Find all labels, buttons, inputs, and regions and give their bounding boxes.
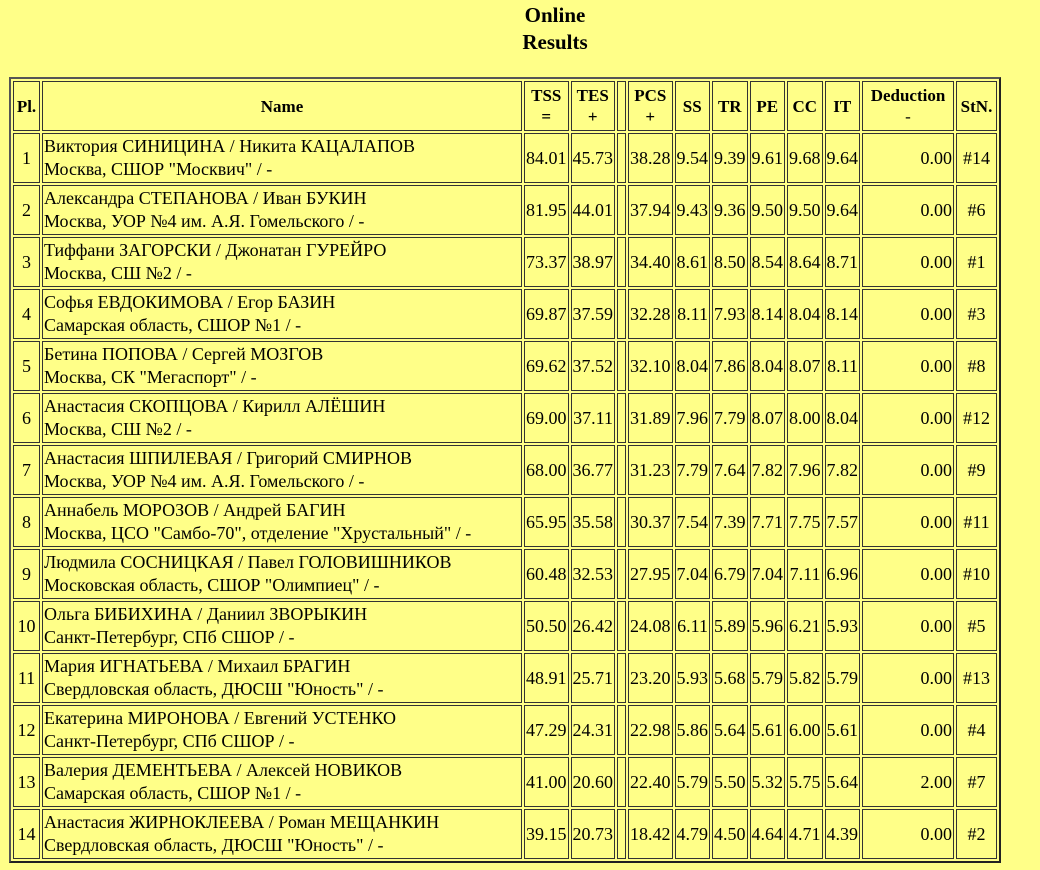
separator-cell: [617, 237, 626, 287]
tes-cell: 25.71: [571, 653, 616, 703]
pe-cell: 8.04: [750, 341, 786, 391]
pcs-cell: 34.40: [628, 237, 673, 287]
cc-cell: 6.21: [787, 601, 823, 651]
tr-cell: 7.64: [712, 445, 748, 495]
name-cell: [42, 289, 522, 339]
pe-cell: 7.82: [750, 445, 786, 495]
tes-cell: 20.60: [571, 757, 616, 807]
skater-club: Санкт-Петербург, СПб СШОР / -: [44, 627, 295, 647]
tes-cell: 26.42: [571, 601, 616, 651]
tss-cell: 47.29: [524, 705, 569, 755]
place-cell: 10: [13, 601, 40, 651]
header-pcs-sub: +: [645, 107, 656, 126]
header-tes-sub: +: [587, 107, 598, 126]
tss-cell: 68.00: [524, 445, 569, 495]
tr-cell: 6.79: [712, 549, 748, 599]
cc-cell: 7.96: [787, 445, 823, 495]
place-cell: 11: [13, 653, 40, 703]
skater-names: Александра СТЕПАНОВА / Иван БУКИН: [44, 188, 367, 208]
ss-cell: 9.43: [675, 185, 711, 235]
ss-cell: 7.04: [675, 549, 711, 599]
header-tss-sub: =: [541, 107, 552, 126]
start-number-cell: #7: [956, 757, 997, 807]
pe-cell: 9.50: [750, 185, 786, 235]
header-pcs-label: PCS: [634, 86, 667, 105]
name-cell: [42, 705, 522, 755]
name-cell: [42, 393, 522, 443]
tes-cell: 45.73: [571, 133, 616, 183]
header-tss-label: TSS: [531, 86, 562, 105]
pcs-cell: 37.94: [628, 185, 673, 235]
it-cell: 5.61: [825, 705, 861, 755]
start-number-cell: #13: [956, 653, 997, 703]
pcs-cell: 22.40: [628, 757, 673, 807]
cc-cell: 9.50: [787, 185, 823, 235]
name-cell: [42, 497, 522, 547]
cc-cell: 8.64: [787, 237, 823, 287]
it-cell: 6.96: [825, 549, 861, 599]
table-row: [13, 549, 997, 599]
tss-cell: 65.95: [524, 497, 569, 547]
tes-cell: 35.58: [571, 497, 616, 547]
header-tes: [571, 81, 616, 131]
skater-club: Москва, СШ №2 / -: [44, 419, 192, 439]
name-cell: [42, 185, 522, 235]
it-cell: 5.79: [825, 653, 861, 703]
separator-cell: [617, 445, 626, 495]
it-cell: 5.64: [825, 757, 861, 807]
header-cc: CC: [787, 81, 823, 131]
tes-cell: 36.77: [571, 445, 616, 495]
name-cell: [42, 133, 522, 183]
skater-club: Москва, УОР №4 им. А.Я. Гомельского / -: [44, 471, 365, 491]
name-cell: [42, 237, 522, 287]
deduction-cell: 0.00: [862, 601, 954, 651]
name-cell: [42, 757, 522, 807]
pcs-cell: 38.28: [628, 133, 673, 183]
separator-cell: [617, 497, 626, 547]
table-row: [13, 185, 997, 235]
it-cell: 4.39: [825, 809, 861, 859]
skater-names: Людмила СОСНИЦКАЯ / Павел ГОЛОВИШНИКОВ: [44, 552, 452, 572]
table-row: [13, 445, 997, 495]
tss-cell: 69.62: [524, 341, 569, 391]
skater-club: Московская область, СШОР "Олимпиец" / -: [44, 575, 380, 595]
tss-cell: 39.15: [524, 809, 569, 859]
tss-cell: 81.95: [524, 185, 569, 235]
skater-names: Анастасия ЖИРНОКЛЕЕВА / Роман МЕЩАНКИН: [44, 812, 440, 832]
tr-cell: 8.50: [712, 237, 748, 287]
tr-cell: 7.39: [712, 497, 748, 547]
place-cell: 13: [13, 757, 40, 807]
header-row: [13, 81, 997, 131]
pcs-cell: 30.37: [628, 497, 673, 547]
name-cell: [42, 601, 522, 651]
skater-club: Самарская область, СШОР №1 / -: [44, 315, 302, 335]
separator-cell: [617, 601, 626, 651]
deduction-cell: 0.00: [862, 549, 954, 599]
place-cell: 3: [13, 237, 40, 287]
pe-cell: 8.14: [750, 289, 786, 339]
pcs-cell: 31.23: [628, 445, 673, 495]
tes-cell: 24.31: [571, 705, 616, 755]
place-cell: 9: [13, 549, 40, 599]
tes-cell: 20.73: [571, 809, 616, 859]
ss-cell: 6.11: [675, 601, 711, 651]
it-cell: 7.57: [825, 497, 861, 547]
table-row: [13, 809, 997, 859]
deduction-cell: 0.00: [862, 289, 954, 339]
it-cell: 9.64: [825, 133, 861, 183]
skater-names: Бетина ПОПОВА / Сергей МОЗГОВ: [44, 344, 324, 364]
name-cell: [42, 445, 522, 495]
ss-cell: 5.86: [675, 705, 711, 755]
skater-club: Москва, СК "Мегаспорт" / -: [44, 367, 257, 387]
pe-cell: 5.79: [750, 653, 786, 703]
table-row: [13, 705, 997, 755]
tes-cell: 32.53: [571, 549, 616, 599]
it-cell: 8.11: [825, 341, 861, 391]
header-separator: [617, 81, 626, 131]
cc-cell: 7.75: [787, 497, 823, 547]
table-row: [13, 133, 997, 183]
skater-names: Валерия ДЕМЕНТЬЕВА / Алексей НОВИКОВ: [44, 760, 403, 780]
start-number-cell: #14: [956, 133, 997, 183]
tr-cell: 5.64: [712, 705, 748, 755]
deduction-cell: 0.00: [862, 237, 954, 287]
cc-cell: 5.82: [787, 653, 823, 703]
skater-names: Екатерина МИРОНОВА / Евгений УСТЕНКО: [44, 708, 397, 728]
tr-cell: 5.68: [712, 653, 748, 703]
deduction-cell: 0.00: [862, 133, 954, 183]
deduction-cell: 0.00: [862, 445, 954, 495]
pe-cell: 8.07: [750, 393, 786, 443]
tss-cell: 84.01: [524, 133, 569, 183]
name-cell: [42, 341, 522, 391]
cc-cell: 4.71: [787, 809, 823, 859]
deduction-cell: 0.00: [862, 653, 954, 703]
header-deduction-sub: -: [905, 107, 911, 126]
skater-names: Анастасия СКОПЦОВА / Кирилл АЛЁШИН: [44, 396, 386, 416]
results-body: [13, 133, 997, 859]
deduction-cell: 2.00: [862, 757, 954, 807]
tr-cell: 9.36: [712, 185, 748, 235]
it-cell: 5.93: [825, 601, 861, 651]
skater-names: Мария ИГНАТЬЕВА / Михаил БРАГИН: [44, 656, 351, 676]
skater-names: Тиффани ЗАГОРСКИ / Джонатан ГУРЕЙРО: [44, 240, 387, 260]
skater-club: Санкт-Петербург, СПб СШОР / -: [44, 731, 295, 751]
header-stn: StN.: [956, 81, 997, 131]
start-number-cell: #6: [956, 185, 997, 235]
tss-cell: 48.91: [524, 653, 569, 703]
place-cell: 7: [13, 445, 40, 495]
place-cell: 5: [13, 341, 40, 391]
skater-names: Софья ЕВДОКИМОВА / Егор БАЗИН: [44, 292, 336, 312]
place-cell: 4: [13, 289, 40, 339]
tss-cell: 60.48: [524, 549, 569, 599]
ss-cell: 8.04: [675, 341, 711, 391]
tss-cell: 50.50: [524, 601, 569, 651]
cc-cell: 5.75: [787, 757, 823, 807]
deduction-cell: 0.00: [862, 497, 954, 547]
cc-cell: 8.00: [787, 393, 823, 443]
page-title: [0, 2, 1040, 56]
it-cell: 8.04: [825, 393, 861, 443]
separator-cell: [617, 133, 626, 183]
ss-cell: 8.11: [675, 289, 711, 339]
pe-cell: 4.64: [750, 809, 786, 859]
table-row: [13, 289, 997, 339]
place-cell: 12: [13, 705, 40, 755]
skater-names: Анастасия ШПИЛЕВАЯ / Григорий СМИРНОВ: [44, 448, 412, 468]
tr-cell: 5.89: [712, 601, 748, 651]
ss-cell: 7.79: [675, 445, 711, 495]
skater-names: Аннабель МОРОЗОВ / Андрей БАГИН: [44, 500, 346, 520]
start-number-cell: #10: [956, 549, 997, 599]
header-deduction: [862, 81, 954, 131]
page-title-line1: Online: [524, 3, 586, 27]
ss-cell: 7.96: [675, 393, 711, 443]
cc-cell: 8.07: [787, 341, 823, 391]
it-cell: 7.82: [825, 445, 861, 495]
header-name: Name: [42, 81, 522, 131]
header-pcs: [628, 81, 673, 131]
header-tes-label: TES: [576, 86, 609, 105]
skater-club: Самарская область, СШОР №1 / -: [44, 783, 302, 803]
pe-cell: 7.71: [750, 497, 786, 547]
table-row: [13, 341, 997, 391]
pcs-cell: 22.98: [628, 705, 673, 755]
separator-cell: [617, 809, 626, 859]
deduction-cell: 0.00: [862, 809, 954, 859]
tr-cell: 5.50: [712, 757, 748, 807]
ss-cell: 5.93: [675, 653, 711, 703]
start-number-cell: #4: [956, 705, 997, 755]
start-number-cell: #1: [956, 237, 997, 287]
pe-cell: 7.04: [750, 549, 786, 599]
place-cell: 14: [13, 809, 40, 859]
it-cell: 9.64: [825, 185, 861, 235]
pe-cell: 9.61: [750, 133, 786, 183]
ss-cell: 5.79: [675, 757, 711, 807]
tr-cell: 9.39: [712, 133, 748, 183]
skater-club: Москва, ЦСО "Самбо-70", отделение "Хрустальный" / -: [44, 523, 472, 543]
skater-club: Свердловская область, ДЮСШ "Юность" / -: [44, 835, 384, 855]
pcs-cell: 32.28: [628, 289, 673, 339]
ss-cell: 9.54: [675, 133, 711, 183]
name-cell: [42, 549, 522, 599]
table-row: [13, 653, 997, 703]
pcs-cell: 27.95: [628, 549, 673, 599]
separator-cell: [617, 653, 626, 703]
pcs-cell: 32.10: [628, 341, 673, 391]
pe-cell: 5.32: [750, 757, 786, 807]
skater-club: Москва, УОР №4 им. А.Я. Гомельского / -: [44, 211, 365, 231]
separator-cell: [617, 549, 626, 599]
header-tss: [524, 81, 569, 131]
deduction-cell: 0.00: [862, 393, 954, 443]
separator-cell: [617, 757, 626, 807]
pcs-cell: 31.89: [628, 393, 673, 443]
tes-cell: 44.01: [571, 185, 616, 235]
page-title-line2: Results: [522, 30, 588, 54]
pe-cell: 5.96: [750, 601, 786, 651]
pe-cell: 8.54: [750, 237, 786, 287]
ss-cell: 8.61: [675, 237, 711, 287]
start-number-cell: #2: [956, 809, 997, 859]
header-tr: TR: [712, 81, 748, 131]
ss-cell: 7.54: [675, 497, 711, 547]
place-cell: 8: [13, 497, 40, 547]
header-ss: SS: [675, 81, 711, 131]
start-number-cell: #12: [956, 393, 997, 443]
tss-cell: 69.00: [524, 393, 569, 443]
header-pl: Pl.: [13, 81, 40, 131]
cc-cell: 8.04: [787, 289, 823, 339]
start-number-cell: #5: [956, 601, 997, 651]
skater-names: Виктория СИНИЦИНА / Никита КАЦАЛАПОВ: [44, 136, 415, 156]
tes-cell: 37.59: [571, 289, 616, 339]
separator-cell: [617, 393, 626, 443]
deduction-cell: 0.00: [862, 705, 954, 755]
deduction-cell: 0.00: [862, 185, 954, 235]
place-cell: 2: [13, 185, 40, 235]
cc-cell: 6.00: [787, 705, 823, 755]
separator-cell: [617, 705, 626, 755]
separator-cell: [617, 185, 626, 235]
tss-cell: 73.37: [524, 237, 569, 287]
header-it: IT: [825, 81, 861, 131]
separator-cell: [617, 341, 626, 391]
cc-cell: 9.68: [787, 133, 823, 183]
tr-cell: 7.79: [712, 393, 748, 443]
tss-cell: 69.87: [524, 289, 569, 339]
tes-cell: 38.97: [571, 237, 616, 287]
place-cell: 6: [13, 393, 40, 443]
pcs-cell: 18.42: [628, 809, 673, 859]
skater-club: Москва, СШ №2 / -: [44, 263, 192, 283]
table-row: [13, 393, 997, 443]
header-pe: PE: [750, 81, 786, 131]
start-number-cell: #9: [956, 445, 997, 495]
it-cell: 8.14: [825, 289, 861, 339]
tss-cell: 41.00: [524, 757, 569, 807]
tr-cell: 7.93: [712, 289, 748, 339]
deduction-cell: 0.00: [862, 341, 954, 391]
name-cell: [42, 809, 522, 859]
results-table: [9, 77, 1001, 863]
start-number-cell: #11: [956, 497, 997, 547]
tr-cell: 4.50: [712, 809, 748, 859]
name-cell: [42, 653, 522, 703]
table-row: [13, 237, 997, 287]
separator-cell: [617, 289, 626, 339]
start-number-cell: #8: [956, 341, 997, 391]
tes-cell: 37.11: [571, 393, 616, 443]
ss-cell: 4.79: [675, 809, 711, 859]
header-deduction-label: Deduction: [870, 86, 946, 105]
tr-cell: 7.86: [712, 341, 748, 391]
cc-cell: 7.11: [787, 549, 823, 599]
tes-cell: 37.52: [571, 341, 616, 391]
pcs-cell: 23.20: [628, 653, 673, 703]
table-row: [13, 601, 997, 651]
start-number-cell: #3: [956, 289, 997, 339]
place-cell: 1: [13, 133, 40, 183]
table-row: [13, 757, 997, 807]
pcs-cell: 24.08: [628, 601, 673, 651]
table-row: [13, 497, 997, 547]
skater-club: Москва, СШОР "Москвич" / -: [44, 159, 273, 179]
pe-cell: 5.61: [750, 705, 786, 755]
skater-club: Свердловская область, ДЮСШ "Юность" / -: [44, 679, 384, 699]
skater-names: Ольга БИБИХИНА / Даниил ЗВОРЫКИН: [44, 604, 368, 624]
it-cell: 8.71: [825, 237, 861, 287]
